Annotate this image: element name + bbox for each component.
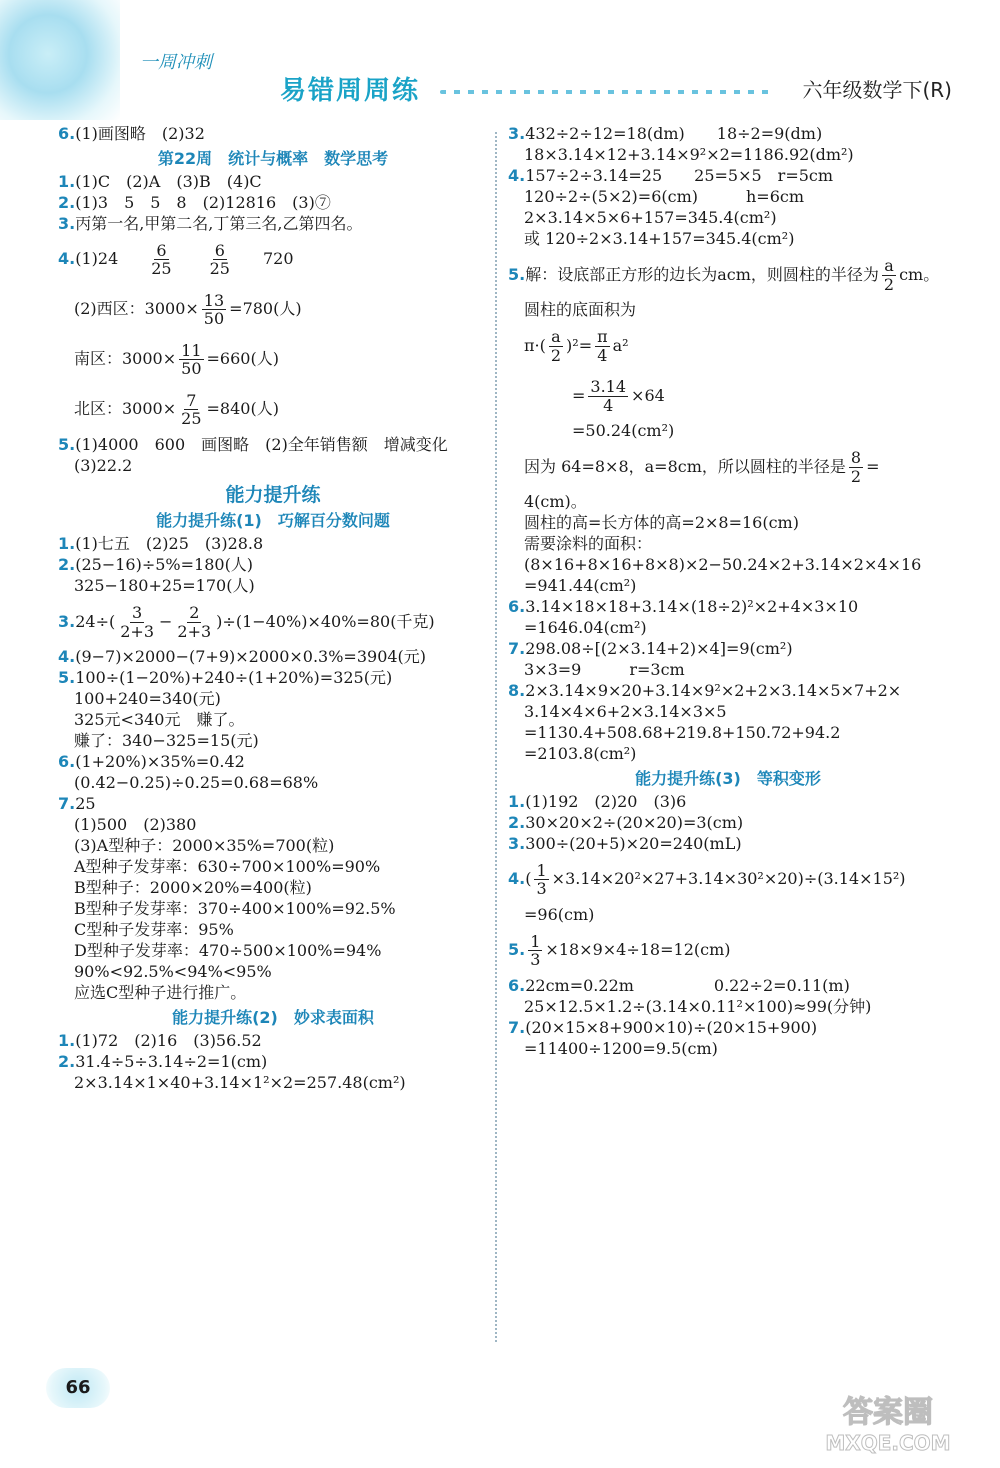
- answer-line: =941.44(cm²): [524, 576, 637, 595]
- fraction: $\frac{2}{2+3}$: [177, 603, 212, 641]
- answer-line: 6.(1+20%)×35%=0.42: [58, 752, 245, 772]
- answer-line: 4.157÷2÷3.14=25 25=5×5 r=5cm: [508, 166, 834, 185]
- answer-line: 4. ( $\frac{1}{3}$ ×3.14×20²×27+3.14×30²×20)÷(3.14×15²): [508, 860, 906, 899]
- fraction: $\frac{6}{25}$: [209, 240, 230, 279]
- answer-line: (0.42−0.25)÷0.25=0.68=68%: [74, 773, 319, 793]
- fraction: $\frac{1}{3}$: [530, 931, 541, 970]
- answer-line: 3.丙第一名,甲第二名,丁第三名,乙第四名。: [58, 213, 363, 233]
- fraction: $\frac{\pi}{4}$: [597, 326, 608, 365]
- section-title-ability-2: 能力提升练(2) 妙求表面积: [172, 1008, 374, 1028]
- answer-line: 2.31.4÷5÷3.14÷2=1(cm): [58, 1052, 268, 1072]
- answer-line: π·( $\frac{a}{2}$ )²= $\frac{\pi}{4}$ a²: [524, 326, 629, 365]
- answer-line: 7.25: [58, 794, 96, 814]
- watermark-logo: [798, 1388, 978, 1458]
- answer-line: 或 120÷2×3.14+157=345.4(cm²): [524, 229, 795, 248]
- answer-line: A型种子发芽率：630÷700×100%=90%: [74, 857, 381, 877]
- answer-line: 需要涂料的面积：: [524, 534, 653, 553]
- section-title-ability-1: 能力提升练(1) 巧解百分数问题: [156, 511, 390, 531]
- answer-line: 应选C型种子进行推广。: [74, 983, 247, 1003]
- answer-line: 18×3.14×12+3.14×9²×2=1186.92(dm²): [524, 145, 854, 164]
- answer-line: 2.30×20×2÷(20×20)=3(cm): [508, 812, 744, 832]
- answer-line: 1.(1)72 (2)16 (3)56.52: [58, 1031, 262, 1051]
- answer-line: C型种子发芽率：95%: [74, 920, 234, 940]
- answer-line: (1)500 (2)380: [74, 815, 197, 835]
- answer-line: 4. (1)24 $\frac{6}{25}$ $\frac{6}{25}$ 720: [58, 240, 294, 279]
- answer-line: 100+240=340(元): [74, 689, 221, 709]
- answer-line: 5.(1)4000 600 画图略 (2)全年销售额 增减变化: [58, 434, 448, 454]
- answer-line: 圆柱的高=长方体的高=2×8=16(cm): [524, 513, 799, 532]
- answer-line: 3. 24÷( $\frac{3}{2+3}$ − $\frac{2}{2+3}$ )÷(1−40%)×40%=80(千克): [58, 603, 435, 641]
- watermark-line1: 答案圈: [843, 1395, 933, 1430]
- column-divider: [495, 132, 497, 1342]
- answer-line: 3×3=9 r=3cm: [524, 660, 685, 679]
- answer-line: 325−180+25=170(人): [74, 576, 255, 596]
- answer-line: 3.300÷(20+5)×20=240(mL): [508, 833, 742, 853]
- fraction: $\frac{8}{2}$: [850, 447, 862, 486]
- answer-line: 北区：3000× $\frac{7}{25}$ =840(人): [74, 390, 279, 429]
- answer-line: (3)A型种子：2000×35%=700(粒): [74, 836, 335, 856]
- answer-line: D型种子发芽率：470÷500×100%=94%: [74, 941, 382, 961]
- answer-line: 4(cm)。: [524, 492, 587, 511]
- answer-line: 6.3.14×18×18+3.14×(18÷2)²×2+4×3×10: [508, 597, 859, 616]
- answer-line: 6.(1)画图略 (2)32: [58, 124, 205, 143]
- answer-line: 圆柱的底面积为: [524, 300, 637, 319]
- answer-line: (8×16+8×16+8×8)×2−50.24×2+3.14×2×4×16: [524, 555, 922, 574]
- answer-line: 2.(1)3 5 5 8 (2)12816 (3)⑦: [58, 192, 331, 212]
- answer-line: 5. $\frac{1}{3}$ ×18×9×4÷18=12(cm): [508, 931, 731, 970]
- answer-line: 3.432÷2÷12=18(dm) 18÷2=9(dm): [508, 124, 823, 143]
- answer-line: 7.298.08÷[(2×3.14+2)×4]=9(cm²): [508, 639, 793, 658]
- fraction: $\frac{1}{3}$: [536, 860, 547, 899]
- left-column: [58, 124, 488, 1094]
- fraction: $\frac{11}{50}$: [181, 340, 202, 379]
- grade-label: 六年级数学下(R): [802, 78, 952, 102]
- fraction: $\frac{a}{2}$: [550, 326, 562, 365]
- fraction: $\frac{3}{2+3}$: [120, 603, 154, 641]
- answer-line: (2)西区：3000× $\frac{13}{50}$ =780(人): [74, 290, 302, 329]
- answer-line: 2.(25−16)÷5%=180(人): [58, 555, 254, 575]
- brand-script: 一周冲刺: [140, 52, 212, 73]
- answer-line: =50.24(cm²): [572, 421, 675, 440]
- mascot-logo-icon: [0, 0, 120, 120]
- answer-line: =1130.4+508.68+219.8+150.72+94.2: [524, 723, 841, 742]
- answer-line: 因为 64=8×8，a=8cm，所以圆柱的半径是 $\frac{8}{2}$ =: [524, 447, 880, 486]
- answer-line: 2×3.14×1×40+3.14×1²×2=257.48(cm²): [74, 1073, 406, 1093]
- answer-line: 25×12.5×1.2÷(3.14×0.11²×100)≈99(分钟): [524, 996, 872, 1016]
- answer-line: 赚了：340−325=15(元): [74, 731, 259, 751]
- page-header: [0, 0, 1000, 120]
- answer-line: 7.(20×15×8+900×10)÷(20×15+900): [508, 1017, 818, 1037]
- brand-title: 易错周周练: [280, 76, 421, 106]
- answer-line: 2×3.14×5×6+157=345.4(cm²): [524, 208, 777, 227]
- watermark-line2: MXQE.COM: [825, 1431, 951, 1455]
- answer-line: 5. 解：设底部正方形的边长为acm，则圆柱的半径为 $\frac{a}{2}$ cm。: [508, 255, 940, 294]
- answer-line: 3.14×4×6+2×3.14×3×5: [524, 702, 727, 721]
- section-title-ability-3: 能力提升练(3) 等积变形: [635, 769, 821, 788]
- answer-line: 南区：3000× $\frac{11}{50}$ =660(人): [74, 340, 279, 379]
- section-title-ability: 能力提升练: [225, 483, 321, 506]
- answer-line: 4.(9−7)×2000−(7+9)×2000×0.3%=3904(元): [58, 647, 427, 667]
- answer-line: B型种子：2000×20%=400(粒): [74, 878, 312, 898]
- right-column: [508, 124, 948, 1060]
- answer-line: 1.(1)C (2)A (3)B (4)C: [58, 171, 262, 191]
- fraction: $\frac{a}{2}$: [883, 255, 895, 294]
- answer-line: =2103.8(cm²): [524, 744, 637, 763]
- answer-line: = $\frac{3.14}{4}$ ×64: [572, 376, 665, 415]
- answer-line: B型种子发芽率：370÷400×100%=92.5%: [74, 899, 396, 919]
- answer-line: 120÷2÷(5×2)=6(cm) h=6cm: [524, 187, 805, 206]
- fraction: $\frac{7}{25}$: [181, 390, 202, 429]
- answer-line: 325元<340元 赚了。: [74, 710, 245, 730]
- answer-line: 1.(1)192 (2)20 (3)6: [508, 791, 687, 811]
- answer-line: =1646.04(cm²): [524, 618, 647, 637]
- fraction: $\frac{3.14}{4}$: [590, 376, 627, 415]
- section-title-week22: 第22周 统计与概率 数学思考: [157, 149, 389, 168]
- fraction: $\frac{6}{25}$: [151, 240, 172, 279]
- answer-line: (3)22.2: [74, 455, 133, 475]
- answer-line: 5.100÷(1−20%)+240÷(1+20%)=325(元): [58, 668, 393, 688]
- answer-line: 1.(1)七五 (2)25 (3)28.8: [58, 534, 264, 554]
- dotted-decoration: [440, 90, 770, 94]
- answer-line: 8.2×3.14×9×20+3.14×9²×2+2×3.14×5×7+2×: [508, 681, 902, 700]
- answer-line: =96(cm): [524, 904, 595, 924]
- fraction: $\frac{13}{50}$: [203, 290, 225, 329]
- page-number: 66: [46, 1368, 110, 1408]
- answer-line: 90%<92.5%<94%<95%: [74, 962, 272, 982]
- answer-line: =11400÷1200=9.5(cm): [524, 1038, 718, 1058]
- answer-line: 6.22cm=0.22m 0.22÷2=0.11(m): [508, 975, 850, 995]
